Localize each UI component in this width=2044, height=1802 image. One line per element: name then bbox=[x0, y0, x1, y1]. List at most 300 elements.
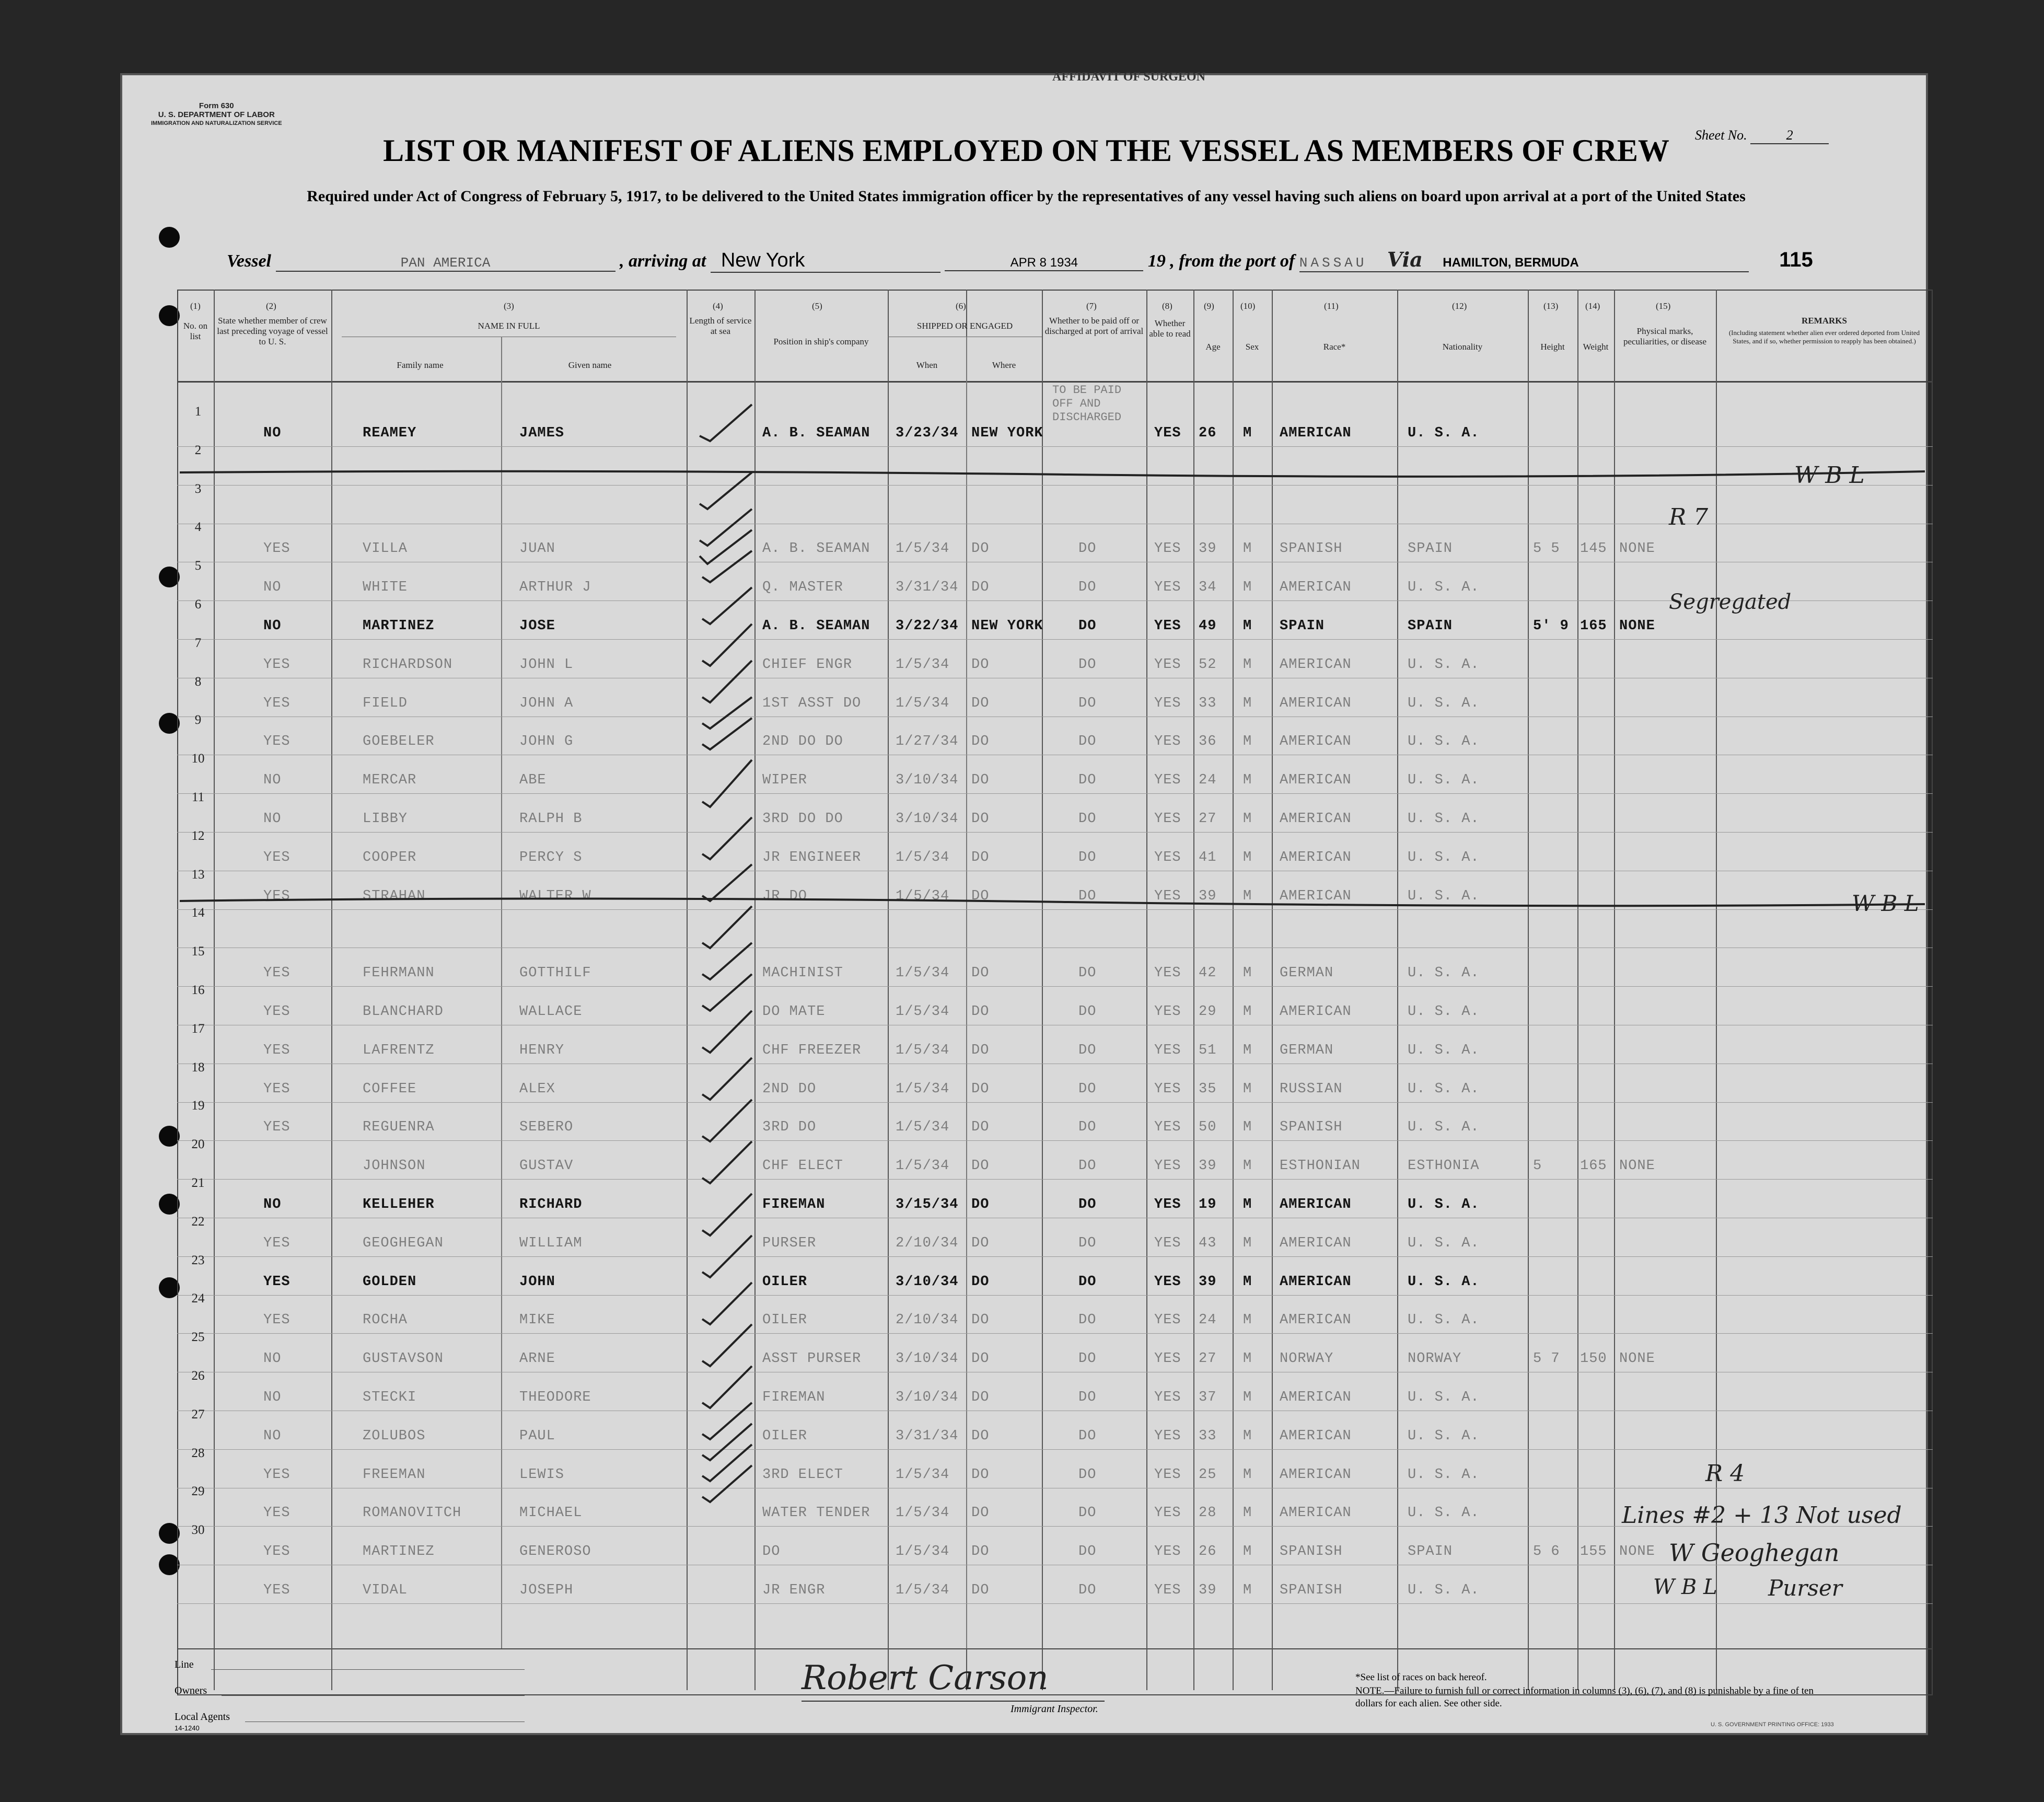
paid-off-cell: DO bbox=[1078, 811, 1097, 827]
age-cell: 27 bbox=[1199, 811, 1217, 827]
family-name-cell: ROCHA bbox=[363, 1312, 408, 1329]
row-rule bbox=[177, 1603, 1933, 1604]
surgeon-stamp: AFFIDAVIT OF SURGEON bbox=[1052, 70, 1205, 84]
arriving-port: New York bbox=[711, 249, 940, 273]
when-cell: 3/31/34 bbox=[896, 1428, 959, 1444]
when-cell: 1/5/34 bbox=[896, 1004, 950, 1020]
row-rule bbox=[177, 485, 1933, 486]
state-cell: YES bbox=[263, 1505, 291, 1521]
col3-header: NAME IN FULL bbox=[478, 321, 540, 331]
race-cell: AMERICAN bbox=[1280, 1390, 1352, 1405]
strike-line-row-2 bbox=[180, 462, 1930, 483]
col2-header: State whether member of crew last preceding voyage of vessel to U. S. bbox=[217, 316, 328, 346]
sex-cell: M bbox=[1243, 695, 1252, 711]
sex-cell: M bbox=[1243, 1466, 1252, 1483]
position-cell: 3RD DO bbox=[762, 1119, 817, 1136]
col2-number: (2) bbox=[266, 301, 276, 311]
read-cell: YES bbox=[1154, 541, 1181, 557]
punch-hole bbox=[159, 1554, 180, 1575]
service-name: IMMIGRATION AND NATURALIZATION SERVICE bbox=[151, 120, 282, 126]
row-number: 25 bbox=[191, 1330, 205, 1345]
position-cell: MACHINIST bbox=[762, 965, 843, 981]
position-cell: 1ST ASST DO bbox=[762, 695, 862, 711]
age-cell: 42 bbox=[1199, 965, 1217, 981]
sex-cell: M bbox=[1243, 618, 1252, 634]
position-cell: FIREMAN bbox=[762, 1197, 826, 1212]
state-cell: YES bbox=[263, 1466, 291, 1483]
lines-not-used-note: Lines #2 + 13 Not used bbox=[1622, 1502, 1902, 1529]
sex-cell: M bbox=[1243, 425, 1252, 441]
nationality-cell: U. S. A. bbox=[1408, 1197, 1480, 1212]
read-cell: YES bbox=[1154, 1042, 1181, 1058]
when-cell: 3/23/34 bbox=[896, 425, 959, 441]
nationality-cell: U. S. A. bbox=[1408, 1390, 1480, 1405]
where-cell: DO bbox=[971, 1505, 990, 1521]
nationality-cell: U. S. A. bbox=[1408, 1235, 1480, 1251]
state-cell: NO bbox=[263, 772, 282, 789]
position-cell: DO bbox=[762, 1544, 781, 1560]
age-cell: 35 bbox=[1199, 1081, 1217, 1097]
purser-signature: W Geoghegan bbox=[1669, 1539, 1840, 1567]
via-port: HAMILTON, BERMUDA bbox=[1443, 256, 1579, 270]
age-cell: 39 bbox=[1199, 541, 1217, 557]
row-number: 20 bbox=[191, 1137, 205, 1152]
family-name-cell: JOHNSON bbox=[363, 1158, 426, 1174]
given-name-cell: ARTHUR J bbox=[519, 580, 591, 596]
when-cell: 1/5/34 bbox=[896, 656, 950, 673]
sex-cell: M bbox=[1243, 734, 1252, 750]
row-number: 18 bbox=[191, 1060, 205, 1075]
paid-off-cell: DO bbox=[1078, 1351, 1097, 1367]
read-cell: YES bbox=[1154, 580, 1181, 596]
read-cell: YES bbox=[1154, 1466, 1181, 1483]
weight-cell: 165 bbox=[1580, 618, 1607, 634]
sheet-value: 2 bbox=[1750, 128, 1829, 144]
row-number: 11 bbox=[191, 790, 205, 804]
race-cell: RUSSIAN bbox=[1280, 1081, 1343, 1097]
row-number: 28 bbox=[191, 1446, 205, 1460]
position-cell: PURSER bbox=[762, 1235, 817, 1251]
nationality-cell: U. S. A. bbox=[1408, 965, 1480, 981]
state-cell: YES bbox=[263, 1119, 291, 1136]
race-cell: NORWAY bbox=[1280, 1351, 1334, 1367]
state-cell: YES bbox=[263, 1582, 291, 1598]
read-cell: YES bbox=[1154, 695, 1181, 711]
owners-field bbox=[222, 1695, 525, 1696]
remark-row-6: Segregated bbox=[1669, 590, 1792, 614]
sex-cell: M bbox=[1243, 1505, 1252, 1521]
paid-off-cell: DO bbox=[1078, 1390, 1097, 1405]
nationality-cell: U. S. A. bbox=[1408, 1312, 1480, 1329]
column-divider bbox=[1528, 290, 1529, 1690]
col5-header: Position in ship's company bbox=[773, 337, 869, 346]
when-cell: 1/5/34 bbox=[896, 1119, 950, 1136]
race-cell: SPANISH bbox=[1280, 1544, 1343, 1560]
family-name-cell: FEHRMANN bbox=[363, 965, 435, 981]
position-cell: OILER bbox=[762, 1312, 808, 1329]
given-name-cell: PAUL bbox=[519, 1428, 555, 1444]
family-name-cell: LIBBY bbox=[363, 811, 408, 827]
paid-off-note: TO BE PAID OFF AND DISCHARGED bbox=[1052, 384, 1122, 424]
state-cell: YES bbox=[263, 965, 291, 981]
race-note: *See list of races on back hereof. bbox=[1355, 1672, 1487, 1683]
family-name-cell: MARTINEZ bbox=[363, 1544, 435, 1560]
family-name-cell: GOLDEN bbox=[363, 1274, 417, 1290]
where-cell: DO bbox=[971, 580, 990, 596]
family-name-cell: STRAHAN bbox=[363, 888, 426, 904]
where-cell: DO bbox=[971, 1428, 990, 1444]
row-rule bbox=[177, 793, 1933, 794]
state-cell: YES bbox=[263, 656, 291, 673]
column-divider bbox=[1272, 290, 1273, 1690]
state-cell: YES bbox=[263, 1235, 291, 1251]
read-cell: YES bbox=[1154, 1119, 1181, 1136]
purser-title: Purser bbox=[1768, 1575, 1842, 1601]
punch-hole bbox=[159, 567, 180, 587]
when-header: When bbox=[916, 360, 938, 370]
inspector-signature: Robert Carson bbox=[802, 1659, 1049, 1697]
where-cell: DO bbox=[971, 1274, 990, 1290]
state-cell: NO bbox=[263, 580, 282, 596]
nationality-cell: U. S. A. bbox=[1408, 1466, 1480, 1483]
when-cell: 3/10/34 bbox=[896, 772, 959, 789]
when-cell: 2/10/34 bbox=[896, 1235, 959, 1251]
position-cell: 2ND DO DO bbox=[762, 734, 843, 750]
race-cell: AMERICAN bbox=[1280, 1235, 1352, 1251]
state-cell: NO bbox=[263, 811, 282, 827]
col8-number: (8) bbox=[1162, 301, 1172, 311]
service-checkmarks bbox=[689, 384, 757, 1648]
state-cell: NO bbox=[263, 1390, 282, 1405]
read-cell: YES bbox=[1154, 1004, 1181, 1020]
family-name-cell: BLANCHARD bbox=[363, 1004, 444, 1020]
given-name-cell: SEBERO bbox=[519, 1119, 574, 1136]
paid-off-cell: DO bbox=[1078, 1312, 1097, 1329]
height-cell: 5 bbox=[1533, 1158, 1542, 1174]
state-cell: YES bbox=[263, 695, 291, 711]
row-rule bbox=[177, 446, 1933, 447]
column-divider bbox=[888, 290, 889, 1690]
row-rule bbox=[177, 1179, 1933, 1180]
read-cell: YES bbox=[1154, 1081, 1181, 1097]
where-cell: DO bbox=[971, 1004, 990, 1020]
state-cell: YES bbox=[263, 888, 291, 904]
read-cell: YES bbox=[1154, 1582, 1181, 1598]
sheet-label: Sheet No. bbox=[1695, 128, 1747, 143]
paid-off-cell: DO bbox=[1078, 1274, 1097, 1290]
from-label: , from the port of bbox=[1170, 251, 1295, 271]
sex-cell: M bbox=[1243, 1158, 1252, 1174]
column-divider bbox=[1042, 290, 1043, 1690]
when-cell: 1/5/34 bbox=[896, 965, 950, 981]
position-cell: 3RD DO DO bbox=[762, 811, 843, 827]
page-title: LIST OR MANIFEST OF ALIENS EMPLOYED ON THE VESSEL AS MEMBERS OF CREW bbox=[383, 133, 1669, 168]
given-name-cell: WILLIAM bbox=[519, 1235, 583, 1251]
height-cell: 5 5 bbox=[1533, 541, 1560, 557]
where-cell: DO bbox=[971, 1544, 990, 1560]
read-cell: YES bbox=[1154, 1351, 1181, 1367]
where-cell: DO bbox=[971, 734, 990, 750]
sex-cell: M bbox=[1243, 1119, 1252, 1136]
sex-cell: M bbox=[1243, 1428, 1252, 1444]
vessel-name: PAN AMERICA bbox=[276, 255, 615, 272]
via-handwritten: Via bbox=[1387, 248, 1423, 271]
state-cell: YES bbox=[263, 1004, 291, 1020]
paid-off-cell: DO bbox=[1078, 965, 1097, 981]
sex-cell: M bbox=[1243, 1351, 1252, 1367]
age-cell: 37 bbox=[1199, 1390, 1217, 1405]
row-rule bbox=[177, 832, 1933, 833]
col9-header: Age bbox=[1205, 342, 1221, 352]
age-cell: 39 bbox=[1199, 1274, 1217, 1290]
state-cell: NO bbox=[263, 425, 282, 441]
read-cell: YES bbox=[1154, 734, 1181, 750]
sex-cell: M bbox=[1243, 541, 1252, 557]
family-name-cell: ROMANOVITCH bbox=[363, 1505, 462, 1521]
row-number: 15 bbox=[191, 944, 205, 959]
race-cell: AMERICAN bbox=[1280, 1197, 1352, 1212]
col10-header: Sex bbox=[1245, 342, 1259, 352]
read-cell: YES bbox=[1154, 888, 1181, 904]
paid-off-cell: DO bbox=[1078, 772, 1097, 789]
punch-hole bbox=[159, 1194, 180, 1215]
state-cell: YES bbox=[263, 849, 291, 865]
age-cell: 26 bbox=[1199, 1544, 1217, 1560]
read-cell: YES bbox=[1154, 1505, 1181, 1521]
race-cell: SPANISH bbox=[1280, 1119, 1343, 1136]
state-cell: YES bbox=[263, 1544, 291, 1560]
given-name-header: Given name bbox=[568, 360, 612, 370]
line-field bbox=[211, 1669, 525, 1670]
paid-off-cell: DO bbox=[1078, 695, 1097, 711]
given-name-cell: JOHN bbox=[519, 1274, 555, 1290]
sex-cell: M bbox=[1243, 1312, 1252, 1329]
paid-off-cell: DO bbox=[1078, 1158, 1097, 1174]
position-cell: WIPER bbox=[762, 772, 808, 789]
col13-number: (13) bbox=[1543, 301, 1559, 311]
punch-hole bbox=[159, 1126, 180, 1147]
when-cell: 1/5/34 bbox=[896, 1042, 950, 1058]
nationality-cell: U. S. A. bbox=[1408, 1042, 1480, 1058]
inspector-signature-line bbox=[802, 1701, 1105, 1702]
read-cell: YES bbox=[1154, 772, 1181, 789]
nationality-cell: NORWAY bbox=[1408, 1351, 1462, 1367]
race-cell: AMERICAN bbox=[1280, 1274, 1352, 1290]
age-cell: 39 bbox=[1199, 1158, 1217, 1174]
where-cell: DO bbox=[971, 695, 990, 711]
given-name-cell: HENRY bbox=[519, 1042, 565, 1058]
given-name-cell: GENEROSO bbox=[519, 1544, 591, 1560]
column-divider bbox=[1397, 290, 1398, 1690]
paid-off-cell: DO bbox=[1078, 580, 1097, 596]
sex-cell: M bbox=[1243, 888, 1252, 904]
given-name-cell: WALLACE bbox=[519, 1004, 583, 1020]
race-cell: AMERICAN bbox=[1280, 811, 1352, 827]
given-name-cell: JUAN bbox=[519, 541, 555, 557]
when-cell: 3/15/34 bbox=[896, 1197, 959, 1212]
marks-cell: NONE bbox=[1619, 541, 1655, 557]
paid-off-cell: DO bbox=[1078, 1505, 1097, 1521]
where-cell: DO bbox=[971, 1235, 990, 1251]
height-cell: 5' 9 bbox=[1533, 618, 1569, 634]
col1-header: No. on list bbox=[183, 321, 208, 341]
row-number: 6 bbox=[194, 597, 202, 611]
sex-cell: M bbox=[1243, 1197, 1252, 1212]
given-name-cell: JOHN A bbox=[519, 695, 574, 711]
race-cell: AMERICAN bbox=[1280, 772, 1352, 789]
row-number: 14 bbox=[191, 906, 205, 920]
sex-cell: M bbox=[1243, 1544, 1252, 1560]
position-cell: ASST PURSER bbox=[762, 1351, 862, 1367]
state-cell: NO bbox=[263, 1351, 282, 1367]
given-name-cell: JOHN L bbox=[519, 656, 574, 673]
nationality-cell: U. S. A. bbox=[1408, 734, 1480, 750]
where-cell: DO bbox=[971, 541, 990, 557]
family-name-cell: REAMEY bbox=[363, 425, 417, 441]
row-number: 27 bbox=[191, 1407, 205, 1422]
sex-cell: M bbox=[1243, 772, 1252, 789]
family-name-cell: LAFRENTZ bbox=[363, 1042, 435, 1058]
read-cell: YES bbox=[1154, 1274, 1181, 1290]
remarks-header: REMARKS bbox=[1802, 316, 1847, 326]
position-cell: JR DO bbox=[762, 888, 808, 904]
col6-header: SHIPPED OR ENGAGED bbox=[916, 321, 1013, 331]
where-cell: DO bbox=[971, 1466, 990, 1483]
position-cell: FIREMAN bbox=[762, 1390, 826, 1405]
nationality-cell: U. S. A. bbox=[1408, 772, 1480, 789]
when-cell: 1/5/34 bbox=[896, 1544, 950, 1560]
nationality-cell: ESTHONIA bbox=[1408, 1158, 1480, 1174]
sex-cell: M bbox=[1243, 849, 1252, 865]
row-number: 9 bbox=[194, 713, 202, 727]
when-cell: 3/10/34 bbox=[896, 811, 959, 827]
weight-cell: 155 bbox=[1580, 1544, 1607, 1560]
when-cell: 3/10/34 bbox=[896, 1274, 959, 1290]
age-cell: 43 bbox=[1199, 1235, 1217, 1251]
nationality-cell: U. S. A. bbox=[1408, 1274, 1480, 1290]
given-name-cell: GOTTHILF bbox=[519, 965, 591, 981]
weight-cell: 165 bbox=[1580, 1158, 1607, 1174]
age-cell: 50 bbox=[1199, 1119, 1217, 1136]
given-name-cell: JOSE bbox=[519, 618, 555, 634]
punch-hole bbox=[159, 227, 180, 248]
race-cell: GERMAN bbox=[1280, 1042, 1334, 1058]
form-identifier bbox=[151, 101, 282, 128]
nationality-cell: U. S. A. bbox=[1408, 811, 1480, 827]
nationality-cell: U. S. A. bbox=[1408, 1081, 1480, 1097]
family-name-header: Family name bbox=[397, 360, 444, 370]
state-cell: NO bbox=[263, 618, 282, 634]
nationality-cell: U. S. A. bbox=[1408, 425, 1480, 441]
column-divider bbox=[1193, 290, 1194, 1690]
where-cell: NEW YORK bbox=[971, 618, 1043, 634]
where-cell: NEW YORK bbox=[971, 425, 1043, 441]
row-number: 17 bbox=[191, 1021, 205, 1036]
age-cell: 24 bbox=[1199, 1312, 1217, 1329]
marks-cell: NONE bbox=[1619, 1544, 1655, 1560]
col10-number: (10) bbox=[1240, 301, 1256, 311]
row-number: 8 bbox=[194, 674, 202, 689]
nationality-cell: U. S. A. bbox=[1408, 1582, 1480, 1598]
where-cell: DO bbox=[971, 1081, 990, 1097]
family-name-cell: COOPER bbox=[363, 849, 417, 865]
row-rule bbox=[177, 1449, 1933, 1450]
age-cell: 39 bbox=[1199, 888, 1217, 904]
nationality-cell: U. S. A. bbox=[1408, 580, 1480, 596]
initials-row-2: W B L bbox=[1794, 462, 1865, 489]
column-divider bbox=[331, 290, 332, 1690]
sex-cell: M bbox=[1243, 1042, 1252, 1058]
read-cell: YES bbox=[1154, 1312, 1181, 1329]
age-cell: 24 bbox=[1199, 772, 1217, 789]
given-name-cell: ALEX bbox=[519, 1081, 555, 1097]
sex-cell: M bbox=[1243, 1235, 1252, 1251]
when-cell: 3/22/34 bbox=[896, 618, 959, 634]
family-name-cell: KELLEHER bbox=[363, 1197, 435, 1212]
row-rule bbox=[177, 639, 1933, 640]
age-cell: 36 bbox=[1199, 734, 1217, 750]
where-cell: DO bbox=[971, 849, 990, 865]
col13-header: Height bbox=[1540, 342, 1565, 352]
paid-off-cell: DO bbox=[1078, 1582, 1097, 1598]
initials-row-13: W B L bbox=[1852, 891, 1919, 916]
where-cell: DO bbox=[971, 1390, 990, 1405]
header-bottom-rule bbox=[177, 381, 1933, 383]
family-name-cell: GUSTAVSON bbox=[363, 1351, 444, 1367]
col7-header: Whether to be paid off or discharged at port of arrival bbox=[1044, 316, 1144, 336]
given-name-cell: ARNE bbox=[519, 1351, 555, 1367]
when-cell: 1/5/34 bbox=[896, 1582, 950, 1598]
age-cell: 52 bbox=[1199, 656, 1217, 673]
position-cell: Q. MASTER bbox=[762, 580, 843, 596]
race-cell: AMERICAN bbox=[1280, 656, 1352, 673]
col12-header: Nationality bbox=[1442, 342, 1483, 352]
where-header: Where bbox=[992, 360, 1016, 370]
race-cell: GERMAN bbox=[1280, 965, 1334, 981]
row-number: 24 bbox=[191, 1291, 205, 1306]
row-rule bbox=[177, 1102, 1933, 1103]
read-cell: YES bbox=[1154, 811, 1181, 827]
position-cell: CHF ELECT bbox=[762, 1158, 843, 1174]
row-number: 13 bbox=[191, 867, 205, 882]
position-cell: CHIEF ENGR bbox=[762, 656, 853, 673]
sex-cell: M bbox=[1243, 1582, 1252, 1598]
given-name-cell: MIKE bbox=[519, 1312, 555, 1329]
vessel-label: Vessel bbox=[227, 251, 271, 271]
race-cell: AMERICAN bbox=[1280, 888, 1352, 904]
column-divider bbox=[1577, 290, 1578, 1690]
read-cell: YES bbox=[1154, 425, 1181, 441]
marks-cell: NONE bbox=[1619, 1351, 1655, 1367]
col9-number: (9) bbox=[1204, 301, 1214, 311]
given-name-cell: JOHN G bbox=[519, 734, 574, 750]
position-cell: A. B. SEAMAN bbox=[762, 541, 870, 557]
row-number: 22 bbox=[191, 1214, 205, 1229]
form-code: 14-1240 bbox=[175, 1724, 200, 1732]
where-cell: DO bbox=[971, 1351, 990, 1367]
given-name-cell: RALPH B bbox=[519, 811, 583, 827]
family-name-cell: COFFEE bbox=[363, 1081, 417, 1097]
col3-number: (3) bbox=[504, 301, 514, 311]
nationality-cell: U. S. A. bbox=[1408, 1004, 1480, 1020]
family-name-cell: VILLA bbox=[363, 541, 408, 557]
nationality-cell: U. S. A. bbox=[1408, 1505, 1480, 1521]
sex-cell: M bbox=[1243, 656, 1252, 673]
when-cell: 1/5/34 bbox=[896, 1466, 950, 1483]
read-cell: YES bbox=[1154, 618, 1181, 634]
sex-cell: M bbox=[1243, 1004, 1252, 1020]
height-cell: 5 6 bbox=[1533, 1544, 1560, 1560]
